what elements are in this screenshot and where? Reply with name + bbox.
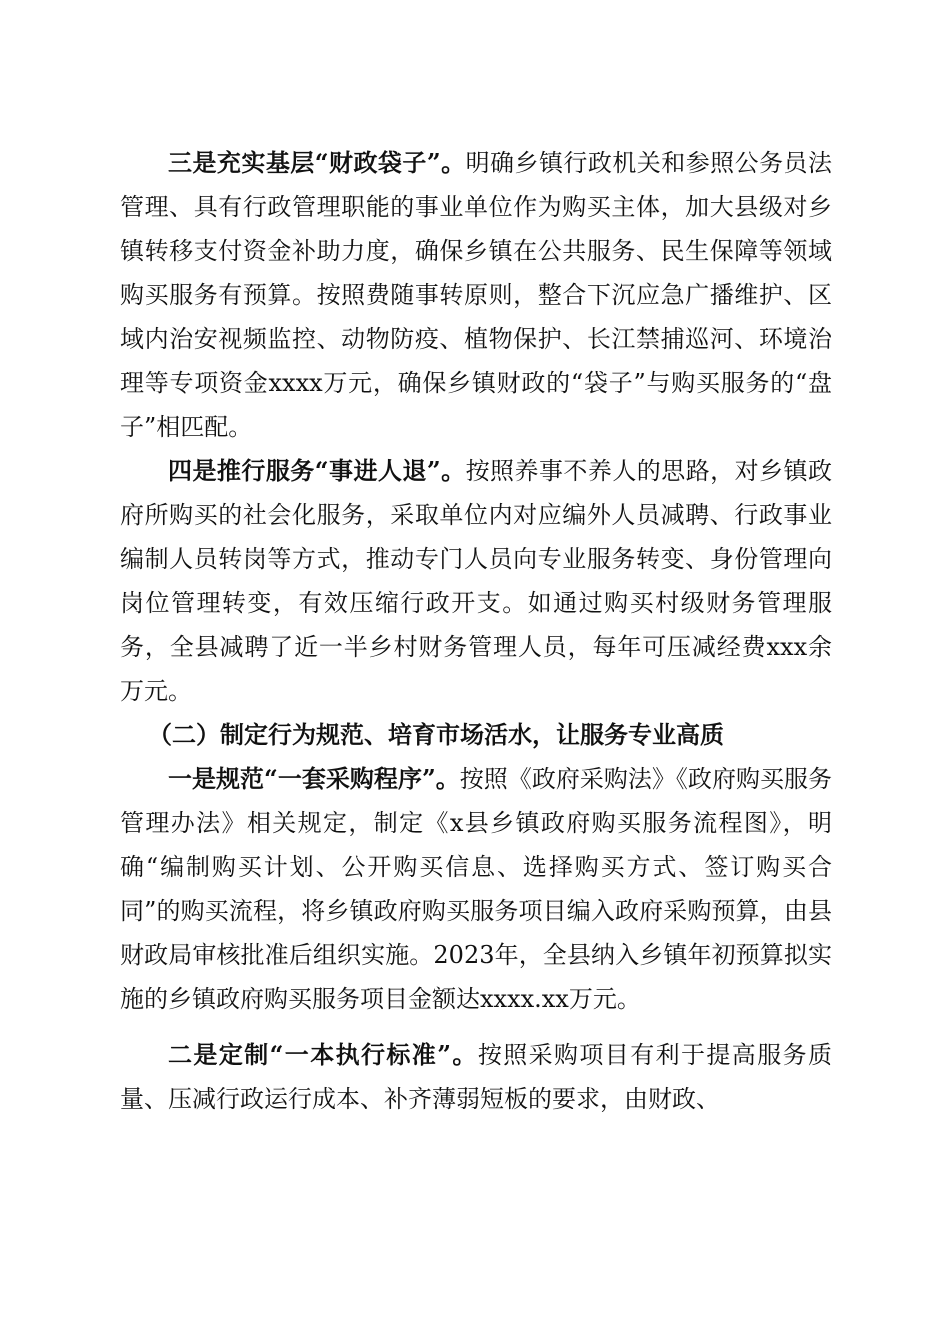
paragraph-three-finance-bag [120,141,832,449]
paragraph-text: 按照《政府采购法》《政府购买服务管理办法》相关规定，制定《x县乡镇政府购买服务流程图》，明确“编制购买计划、公开购买信息、选择购买方式、签订购买合同”的购买流程，将乡镇政府购买服务项目编入政府采购预算，由县财政局审核批准后组织实施。2023年，全县纳入乡镇年初预算拟实施的乡镇政府购买服务项目金额达xxxx.xx万元。 [120,765,833,1013]
paragraph-text: 按照养事不养人的思路，对乡镇政府所购买的社会化服务，采取单位内对应编外人员减聘、行政事业编制人员转岗等方式，推动专门人员向专业服务转变、身份管理向岗位管理转变，有效压缩行政开支。如通过购买村级财务管理服务，全县减聘了近一半乡村财务管理人员，每年可压减经费xxx余万元。 [120,457,833,705]
paragraph-text: 按照采购项目有利于提高服务质量、压减行政运行成本、补齐薄弱短板的要求，由财政、 [120,1041,833,1113]
paragraph-two-execution-standard [120,1033,832,1121]
paragraph-one-procurement-procedure [120,757,832,1021]
paragraph-lead: 三是充实基层“财政袋子”。 [168,148,466,177]
paragraph-lead: 二是定制“一本执行标准”。 [168,1040,478,1069]
section-heading: （二）制定行为规范、培育市场活水，让服务专业高质 [148,720,724,749]
paragraph-lead: 四是推行服务“事进人退”。 [168,456,466,485]
paragraph-four-service-shift [120,449,832,713]
document-body [120,141,832,1121]
paragraph-spacer [120,1021,832,1033]
paragraph-lead: 一是规范“一套采购程序”。 [168,764,460,793]
paragraph-text: 明确乡镇行政机关和参照公务员法管理、具有行政管理职能的事业单位作为购买主体，加大县级对乡镇转移支付资金补助力度，确保乡镇在公共服务、民生保障等领域购买服务有预算。按照费随事转原则，整合下沉应急广播维护、区域内治安视频监控、动物防疫、植物保护、长江禁捕巡河、环境治理等专项资金xxxx万元，确保乡镇财政的“袋子”与购买服务的“盘子”相匹配。 [120,149,833,441]
